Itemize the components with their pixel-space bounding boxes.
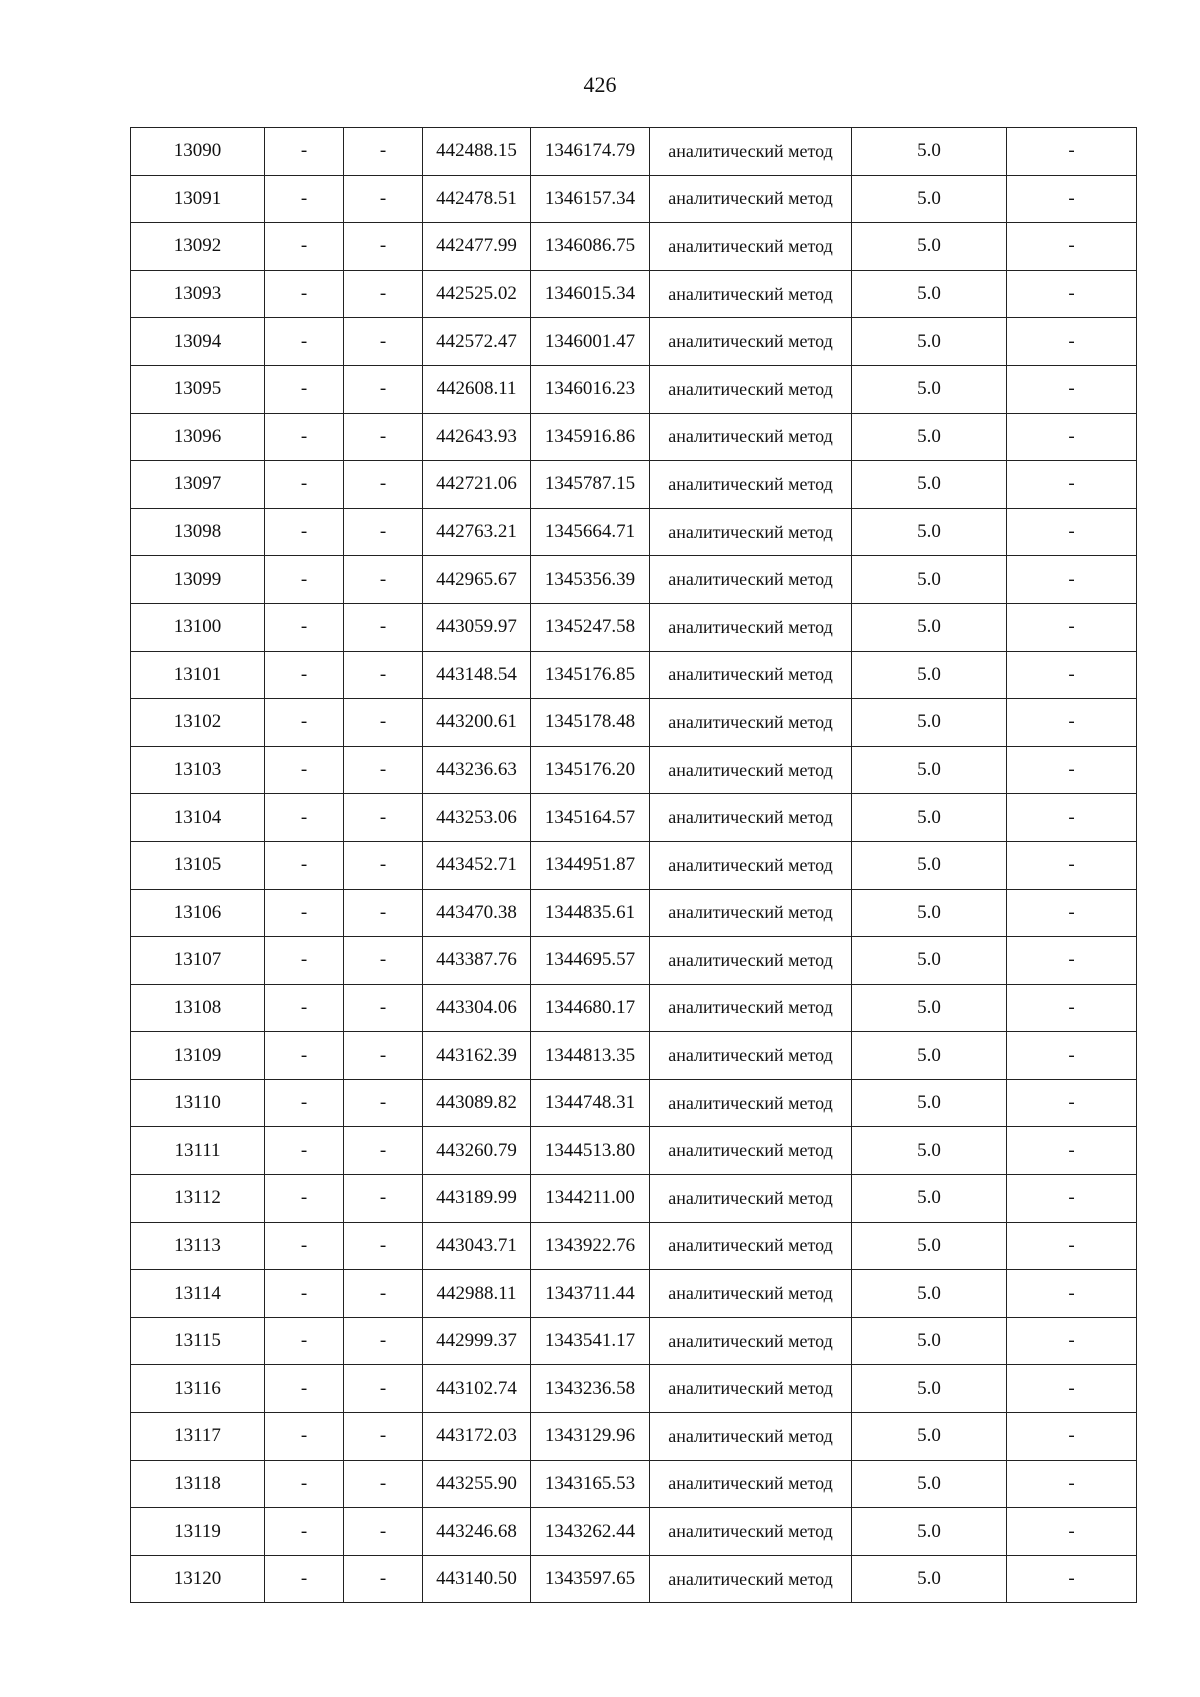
point-number-cell: 13102 bbox=[131, 699, 265, 747]
note-cell: - bbox=[1007, 1175, 1137, 1223]
accuracy-cell: 5.0 bbox=[852, 651, 1007, 699]
x-coordinate-cell: 443255.90 bbox=[423, 1460, 531, 1508]
point-number-cell: 13091 bbox=[131, 175, 265, 223]
x-coordinate-cell: 443260.79 bbox=[423, 1127, 531, 1175]
method-cell: аналитический метод bbox=[650, 603, 852, 651]
table-row bbox=[131, 1555, 1137, 1603]
empty-value-cell: - bbox=[344, 1460, 423, 1508]
empty-value-cell: - bbox=[265, 1270, 344, 1318]
table-row bbox=[131, 556, 1137, 604]
x-coordinate-cell: 443089.82 bbox=[423, 1079, 531, 1127]
method-cell: аналитический метод bbox=[650, 1555, 852, 1603]
x-coordinate-cell: 443059.97 bbox=[423, 603, 531, 651]
accuracy-cell: 5.0 bbox=[852, 937, 1007, 985]
y-coordinate-cell: 1345176.85 bbox=[531, 651, 650, 699]
method-cell: аналитический метод bbox=[650, 556, 852, 604]
point-number-cell: 13099 bbox=[131, 556, 265, 604]
table-row bbox=[131, 794, 1137, 842]
point-number-cell: 13107 bbox=[131, 937, 265, 985]
x-coordinate-cell: 443452.71 bbox=[423, 841, 531, 889]
note-cell: - bbox=[1007, 175, 1137, 223]
y-coordinate-cell: 1344748.31 bbox=[531, 1079, 650, 1127]
empty-value-cell: - bbox=[344, 1413, 423, 1461]
empty-value-cell: - bbox=[344, 1317, 423, 1365]
empty-value-cell: - bbox=[265, 1317, 344, 1365]
empty-value-cell: - bbox=[265, 746, 344, 794]
point-number-cell: 13096 bbox=[131, 413, 265, 461]
empty-value-cell: - bbox=[265, 175, 344, 223]
empty-value-cell: - bbox=[265, 1032, 344, 1080]
table-row bbox=[131, 223, 1137, 271]
note-cell: - bbox=[1007, 508, 1137, 556]
empty-value-cell: - bbox=[344, 461, 423, 509]
note-cell: - bbox=[1007, 270, 1137, 318]
note-cell: - bbox=[1007, 1127, 1137, 1175]
point-number-cell: 13097 bbox=[131, 461, 265, 509]
x-coordinate-cell: 442999.37 bbox=[423, 1317, 531, 1365]
x-coordinate-cell: 442608.11 bbox=[423, 365, 531, 413]
y-coordinate-cell: 1344680.17 bbox=[531, 984, 650, 1032]
empty-value-cell: - bbox=[265, 889, 344, 937]
empty-value-cell: - bbox=[344, 651, 423, 699]
y-coordinate-cell: 1343597.65 bbox=[531, 1555, 650, 1603]
x-coordinate-cell: 443189.99 bbox=[423, 1175, 531, 1223]
table-row bbox=[131, 841, 1137, 889]
y-coordinate-cell: 1346015.34 bbox=[531, 270, 650, 318]
point-number-cell: 13114 bbox=[131, 1270, 265, 1318]
empty-value-cell: - bbox=[265, 1175, 344, 1223]
note-cell: - bbox=[1007, 318, 1137, 366]
empty-value-cell: - bbox=[344, 1365, 423, 1413]
empty-value-cell: - bbox=[265, 1079, 344, 1127]
note-cell: - bbox=[1007, 889, 1137, 937]
empty-value-cell: - bbox=[344, 746, 423, 794]
note-cell: - bbox=[1007, 128, 1137, 176]
table-row bbox=[131, 1413, 1137, 1461]
table-row bbox=[131, 746, 1137, 794]
empty-value-cell: - bbox=[265, 365, 344, 413]
accuracy-cell: 5.0 bbox=[852, 699, 1007, 747]
method-cell: аналитический метод bbox=[650, 651, 852, 699]
point-number-cell: 13110 bbox=[131, 1079, 265, 1127]
method-cell: аналитический метод bbox=[650, 270, 852, 318]
method-cell: аналитический метод bbox=[650, 461, 852, 509]
x-coordinate-cell: 443236.63 bbox=[423, 746, 531, 794]
empty-value-cell: - bbox=[344, 1079, 423, 1127]
empty-value-cell: - bbox=[344, 1032, 423, 1080]
point-number-cell: 13108 bbox=[131, 984, 265, 1032]
note-cell: - bbox=[1007, 651, 1137, 699]
point-number-cell: 13118 bbox=[131, 1460, 265, 1508]
x-coordinate-cell: 442478.51 bbox=[423, 175, 531, 223]
y-coordinate-cell: 1345164.57 bbox=[531, 794, 650, 842]
point-number-cell: 13100 bbox=[131, 603, 265, 651]
x-coordinate-cell: 443246.68 bbox=[423, 1508, 531, 1556]
y-coordinate-cell: 1344695.57 bbox=[531, 937, 650, 985]
note-cell: - bbox=[1007, 984, 1137, 1032]
empty-value-cell: - bbox=[344, 699, 423, 747]
y-coordinate-cell: 1343129.96 bbox=[531, 1413, 650, 1461]
empty-value-cell: - bbox=[344, 223, 423, 271]
method-cell: аналитический метод bbox=[650, 1222, 852, 1270]
accuracy-cell: 5.0 bbox=[852, 746, 1007, 794]
accuracy-cell: 5.0 bbox=[852, 794, 1007, 842]
table-row bbox=[131, 318, 1137, 366]
y-coordinate-cell: 1344835.61 bbox=[531, 889, 650, 937]
accuracy-cell: 5.0 bbox=[852, 603, 1007, 651]
empty-value-cell: - bbox=[265, 461, 344, 509]
x-coordinate-cell: 443172.03 bbox=[423, 1413, 531, 1461]
empty-value-cell: - bbox=[265, 1460, 344, 1508]
x-coordinate-cell: 442572.47 bbox=[423, 318, 531, 366]
empty-value-cell: - bbox=[265, 841, 344, 889]
y-coordinate-cell: 1344951.87 bbox=[531, 841, 650, 889]
x-coordinate-cell: 443140.50 bbox=[423, 1555, 531, 1603]
accuracy-cell: 5.0 bbox=[852, 318, 1007, 366]
table-row bbox=[131, 1079, 1137, 1127]
accuracy-cell: 5.0 bbox=[852, 365, 1007, 413]
x-coordinate-cell: 442643.93 bbox=[423, 413, 531, 461]
y-coordinate-cell: 1345247.58 bbox=[531, 603, 650, 651]
empty-value-cell: - bbox=[344, 1175, 423, 1223]
method-cell: аналитический метод bbox=[650, 699, 852, 747]
table-row bbox=[131, 937, 1137, 985]
point-number-cell: 13098 bbox=[131, 508, 265, 556]
table-row bbox=[131, 365, 1137, 413]
note-cell: - bbox=[1007, 1079, 1137, 1127]
method-cell: аналитический метод bbox=[650, 746, 852, 794]
x-coordinate-cell: 442763.21 bbox=[423, 508, 531, 556]
point-number-cell: 13112 bbox=[131, 1175, 265, 1223]
point-number-cell: 13119 bbox=[131, 1508, 265, 1556]
accuracy-cell: 5.0 bbox=[852, 1175, 1007, 1223]
method-cell: аналитический метод bbox=[650, 937, 852, 985]
empty-value-cell: - bbox=[265, 794, 344, 842]
x-coordinate-cell: 443102.74 bbox=[423, 1365, 531, 1413]
y-coordinate-cell: 1345787.15 bbox=[531, 461, 650, 509]
y-coordinate-cell: 1344211.00 bbox=[531, 1175, 650, 1223]
accuracy-cell: 5.0 bbox=[852, 1508, 1007, 1556]
table-row bbox=[131, 1127, 1137, 1175]
empty-value-cell: - bbox=[265, 1508, 344, 1556]
empty-value-cell: - bbox=[344, 603, 423, 651]
empty-value-cell: - bbox=[265, 1222, 344, 1270]
method-cell: аналитический метод bbox=[650, 984, 852, 1032]
empty-value-cell: - bbox=[344, 270, 423, 318]
empty-value-cell: - bbox=[265, 270, 344, 318]
table-row bbox=[131, 413, 1137, 461]
note-cell: - bbox=[1007, 1222, 1137, 1270]
method-cell: аналитический метод bbox=[650, 889, 852, 937]
x-coordinate-cell: 442988.11 bbox=[423, 1270, 531, 1318]
point-number-cell: 13093 bbox=[131, 270, 265, 318]
y-coordinate-cell: 1345178.48 bbox=[531, 699, 650, 747]
table-row bbox=[131, 175, 1137, 223]
empty-value-cell: - bbox=[265, 937, 344, 985]
y-coordinate-cell: 1346001.47 bbox=[531, 318, 650, 366]
y-coordinate-cell: 1345664.71 bbox=[531, 508, 650, 556]
table-row bbox=[131, 270, 1137, 318]
empty-value-cell: - bbox=[265, 128, 344, 176]
accuracy-cell: 5.0 bbox=[852, 1032, 1007, 1080]
note-cell: - bbox=[1007, 1413, 1137, 1461]
method-cell: аналитический метод bbox=[650, 508, 852, 556]
accuracy-cell: 5.0 bbox=[852, 175, 1007, 223]
x-coordinate-cell: 442721.06 bbox=[423, 461, 531, 509]
point-number-cell: 13104 bbox=[131, 794, 265, 842]
accuracy-cell: 5.0 bbox=[852, 1222, 1007, 1270]
accuracy-cell: 5.0 bbox=[852, 270, 1007, 318]
method-cell: аналитический метод bbox=[650, 1032, 852, 1080]
method-cell: аналитический метод bbox=[650, 318, 852, 366]
method-cell: аналитический метод bbox=[650, 223, 852, 271]
empty-value-cell: - bbox=[344, 508, 423, 556]
table-row bbox=[131, 603, 1137, 651]
point-number-cell: 13120 bbox=[131, 1555, 265, 1603]
table-row bbox=[131, 889, 1137, 937]
empty-value-cell: - bbox=[265, 984, 344, 1032]
method-cell: аналитический метод bbox=[650, 1317, 852, 1365]
note-cell: - bbox=[1007, 603, 1137, 651]
accuracy-cell: 5.0 bbox=[852, 461, 1007, 509]
empty-value-cell: - bbox=[344, 318, 423, 366]
accuracy-cell: 5.0 bbox=[852, 1127, 1007, 1175]
empty-value-cell: - bbox=[265, 556, 344, 604]
table-row bbox=[131, 1032, 1137, 1080]
note-cell: - bbox=[1007, 1032, 1137, 1080]
note-cell: - bbox=[1007, 365, 1137, 413]
table-row bbox=[131, 984, 1137, 1032]
accuracy-cell: 5.0 bbox=[852, 223, 1007, 271]
x-coordinate-cell: 442488.15 bbox=[423, 128, 531, 176]
y-coordinate-cell: 1343922.76 bbox=[531, 1222, 650, 1270]
method-cell: аналитический метод bbox=[650, 1460, 852, 1508]
table-row bbox=[131, 1365, 1137, 1413]
empty-value-cell: - bbox=[265, 1365, 344, 1413]
table-row bbox=[131, 1460, 1137, 1508]
point-number-cell: 13094 bbox=[131, 318, 265, 366]
point-number-cell: 13117 bbox=[131, 1413, 265, 1461]
table-row bbox=[131, 128, 1137, 176]
empty-value-cell: - bbox=[265, 223, 344, 271]
y-coordinate-cell: 1344513.80 bbox=[531, 1127, 650, 1175]
x-coordinate-cell: 443200.61 bbox=[423, 699, 531, 747]
method-cell: аналитический метод bbox=[650, 175, 852, 223]
method-cell: аналитический метод bbox=[650, 1127, 852, 1175]
note-cell: - bbox=[1007, 699, 1137, 747]
y-coordinate-cell: 1346016.23 bbox=[531, 365, 650, 413]
accuracy-cell: 5.0 bbox=[852, 1555, 1007, 1603]
method-cell: аналитический метод bbox=[650, 365, 852, 413]
accuracy-cell: 5.0 bbox=[852, 508, 1007, 556]
table-row bbox=[131, 1270, 1137, 1318]
empty-value-cell: - bbox=[344, 889, 423, 937]
method-cell: аналитический метод bbox=[650, 1079, 852, 1127]
point-number-cell: 13113 bbox=[131, 1222, 265, 1270]
table-row bbox=[131, 699, 1137, 747]
point-number-cell: 13109 bbox=[131, 1032, 265, 1080]
empty-value-cell: - bbox=[344, 1555, 423, 1603]
y-coordinate-cell: 1346086.75 bbox=[531, 223, 650, 271]
table-row bbox=[131, 1175, 1137, 1223]
point-number-cell: 13092 bbox=[131, 223, 265, 271]
table-row bbox=[131, 1317, 1137, 1365]
empty-value-cell: - bbox=[265, 508, 344, 556]
accuracy-cell: 5.0 bbox=[852, 128, 1007, 176]
accuracy-cell: 5.0 bbox=[852, 1460, 1007, 1508]
method-cell: аналитический метод bbox=[650, 1175, 852, 1223]
method-cell: аналитический метод bbox=[650, 794, 852, 842]
empty-value-cell: - bbox=[265, 1413, 344, 1461]
method-cell: аналитический метод bbox=[650, 413, 852, 461]
method-cell: аналитический метод bbox=[650, 128, 852, 176]
x-coordinate-cell: 442477.99 bbox=[423, 223, 531, 271]
accuracy-cell: 5.0 bbox=[852, 1317, 1007, 1365]
accuracy-cell: 5.0 bbox=[852, 1365, 1007, 1413]
accuracy-cell: 5.0 bbox=[852, 984, 1007, 1032]
note-cell: - bbox=[1007, 461, 1137, 509]
accuracy-cell: 5.0 bbox=[852, 556, 1007, 604]
point-number-cell: 13095 bbox=[131, 365, 265, 413]
method-cell: аналитический метод bbox=[650, 1365, 852, 1413]
empty-value-cell: - bbox=[344, 365, 423, 413]
note-cell: - bbox=[1007, 1317, 1137, 1365]
empty-value-cell: - bbox=[265, 699, 344, 747]
x-coordinate-cell: 442965.67 bbox=[423, 556, 531, 604]
table-row bbox=[131, 1222, 1137, 1270]
note-cell: - bbox=[1007, 1365, 1137, 1413]
table-row bbox=[131, 461, 1137, 509]
x-coordinate-cell: 443043.71 bbox=[423, 1222, 531, 1270]
empty-value-cell: - bbox=[344, 1270, 423, 1318]
accuracy-cell: 5.0 bbox=[852, 413, 1007, 461]
method-cell: аналитический метод bbox=[650, 841, 852, 889]
empty-value-cell: - bbox=[344, 841, 423, 889]
y-coordinate-cell: 1343262.44 bbox=[531, 1508, 650, 1556]
empty-value-cell: - bbox=[344, 1127, 423, 1175]
y-coordinate-cell: 1345176.20 bbox=[531, 746, 650, 794]
note-cell: - bbox=[1007, 746, 1137, 794]
empty-value-cell: - bbox=[344, 937, 423, 985]
point-number-cell: 13105 bbox=[131, 841, 265, 889]
method-cell: аналитический метод bbox=[650, 1413, 852, 1461]
x-coordinate-cell: 443470.38 bbox=[423, 889, 531, 937]
note-cell: - bbox=[1007, 1508, 1137, 1556]
empty-value-cell: - bbox=[344, 128, 423, 176]
table-row bbox=[131, 651, 1137, 699]
x-coordinate-cell: 443253.06 bbox=[423, 794, 531, 842]
note-cell: - bbox=[1007, 1270, 1137, 1318]
point-number-cell: 13115 bbox=[131, 1317, 265, 1365]
point-number-cell: 13106 bbox=[131, 889, 265, 937]
empty-value-cell: - bbox=[265, 1127, 344, 1175]
accuracy-cell: 5.0 bbox=[852, 1270, 1007, 1318]
empty-value-cell: - bbox=[265, 413, 344, 461]
table-row bbox=[131, 508, 1137, 556]
y-coordinate-cell: 1345356.39 bbox=[531, 556, 650, 604]
note-cell: - bbox=[1007, 223, 1137, 271]
method-cell: аналитический метод bbox=[650, 1508, 852, 1556]
y-coordinate-cell: 1346157.34 bbox=[531, 175, 650, 223]
point-number-cell: 13090 bbox=[131, 128, 265, 176]
y-coordinate-cell: 1345916.86 bbox=[531, 413, 650, 461]
point-number-cell: 13101 bbox=[131, 651, 265, 699]
empty-value-cell: - bbox=[344, 1222, 423, 1270]
coordinates-table bbox=[130, 127, 1137, 1603]
empty-value-cell: - bbox=[265, 1555, 344, 1603]
note-cell: - bbox=[1007, 841, 1137, 889]
empty-value-cell: - bbox=[344, 413, 423, 461]
x-coordinate-cell: 443304.06 bbox=[423, 984, 531, 1032]
accuracy-cell: 5.0 bbox=[852, 1079, 1007, 1127]
empty-value-cell: - bbox=[265, 651, 344, 699]
note-cell: - bbox=[1007, 1555, 1137, 1603]
y-coordinate-cell: 1343236.58 bbox=[531, 1365, 650, 1413]
empty-value-cell: - bbox=[344, 984, 423, 1032]
note-cell: - bbox=[1007, 937, 1137, 985]
point-number-cell: 13111 bbox=[131, 1127, 265, 1175]
note-cell: - bbox=[1007, 1460, 1137, 1508]
empty-value-cell: - bbox=[265, 603, 344, 651]
accuracy-cell: 5.0 bbox=[852, 1413, 1007, 1461]
point-number-cell: 13103 bbox=[131, 746, 265, 794]
y-coordinate-cell: 1343165.53 bbox=[531, 1460, 650, 1508]
point-number-cell: 13116 bbox=[131, 1365, 265, 1413]
accuracy-cell: 5.0 bbox=[852, 889, 1007, 937]
y-coordinate-cell: 1343541.17 bbox=[531, 1317, 650, 1365]
x-coordinate-cell: 443162.39 bbox=[423, 1032, 531, 1080]
y-coordinate-cell: 1343711.44 bbox=[531, 1270, 650, 1318]
empty-value-cell: - bbox=[265, 318, 344, 366]
x-coordinate-cell: 443148.54 bbox=[423, 651, 531, 699]
note-cell: - bbox=[1007, 794, 1137, 842]
x-coordinate-cell: 443387.76 bbox=[423, 937, 531, 985]
note-cell: - bbox=[1007, 556, 1137, 604]
method-cell: аналитический метод bbox=[650, 1270, 852, 1318]
note-cell: - bbox=[1007, 413, 1137, 461]
page-number: 426 bbox=[583, 72, 617, 97]
x-coordinate-cell: 442525.02 bbox=[423, 270, 531, 318]
empty-value-cell: - bbox=[344, 1508, 423, 1556]
table-row bbox=[131, 1508, 1137, 1556]
y-coordinate-cell: 1344813.35 bbox=[531, 1032, 650, 1080]
empty-value-cell: - bbox=[344, 175, 423, 223]
accuracy-cell: 5.0 bbox=[852, 841, 1007, 889]
y-coordinate-cell: 1346174.79 bbox=[531, 128, 650, 176]
empty-value-cell: - bbox=[344, 556, 423, 604]
empty-value-cell: - bbox=[344, 794, 423, 842]
table-body bbox=[131, 128, 1137, 1603]
